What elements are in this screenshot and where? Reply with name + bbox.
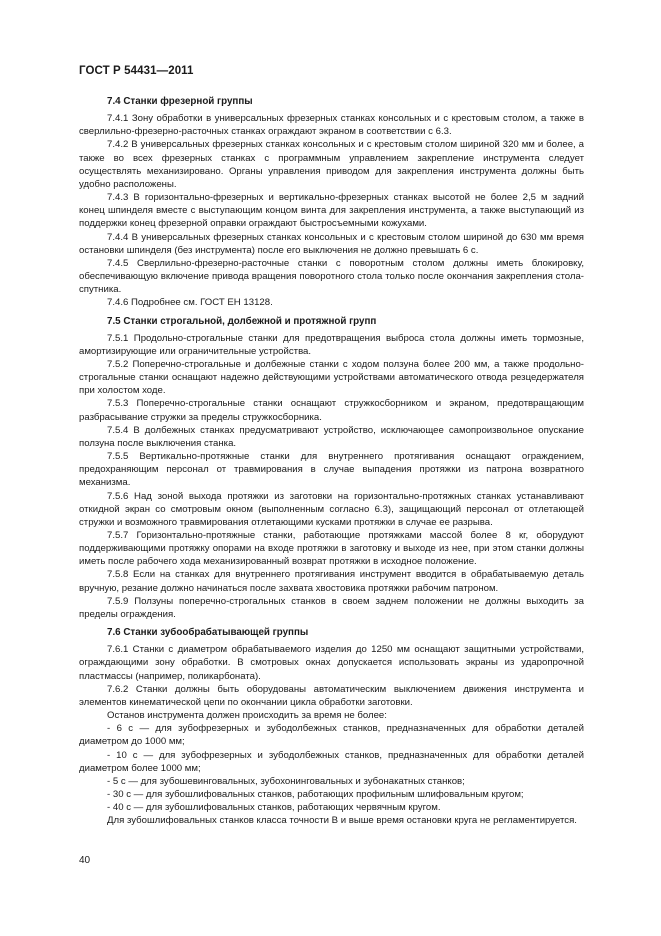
list-item: - 30 с — для зубошлифовальных станков, работающих профильным шлифовальным кругом; (107, 788, 524, 800)
list-item: - 5 с — для зубошевинговальных, зубохонинговальных и зубонакатных станков; (107, 775, 465, 787)
list-item: - 10 с — для зубофрезерных и зубодолбежных станков, предназначенных для обработки деталей диаметром более 1000 мм; (79, 749, 584, 774)
document-header: ГОСТ Р 54431—2011 (79, 65, 194, 77)
clause-7-5-9: 7.5.9 Ползуны поперечно-строгальных станков в своем заднем положении не должны выходить за пределы ограждения. (79, 595, 584, 620)
clause-7-4-5: 7.4.5 Сверлильно-фрезерно-расточные станки с поворотным столом должны иметь блокировку, обеспечивающую включение привода вращения поворотного стола только после окончания закрепления стола-спутника. (79, 257, 584, 296)
clause-7-5-3: 7.5.3 Поперечно-строгальные станки оснащают стружкосборником и экраном, предотвращающим разбрасывание стружки за пределы стружкосборника. (79, 398, 584, 423)
page-number: 40 (79, 855, 91, 866)
clause-7-4-4: 7.4.4 В универсальных фрезерных станках консольных и с крестовым столом шириной до 630 мм время остановки шпинделя (без инструмента) после его выключения не должно превышать 6 с. (79, 231, 584, 256)
section-heading-7-6: 7.6 Станки зубообрабатывающей группы (107, 627, 309, 639)
list-item: - 40 с — для зубошлифовальных станков, работающих червячным кругом. (107, 802, 441, 814)
closing-note: Для зубошлифовальных станков класса точности В и выше время остановки круга не регламентируется. (107, 815, 577, 827)
clause-7-6-1: 7.6.1 Станки с диаметром обрабатываемого изделия до 1250 мм оснащают защитными устройствами, ограждающими зону обработки. В смотровых окнах допускается использовать экраны из ударопрочной пластмассы (например, поликарбоната). (79, 644, 584, 682)
clause-7-4-1: 7.4.1 Зону обработки в универсальных фрезерных станках консольных и с крестовым столом, а также в сверлильно-фрезерно-расточных станках ограждают экраном в соответствии с 6.3. (79, 113, 584, 138)
clause-7-4-3: 7.4.3 В горизонтально-фрезерных и вертикально-фрезерных станках высотой не более 2,5 м задний конец шпинделя вместе с выступающим концом винта для закрепления инструмента, а также выступающий из поддержки конец фрезерной оправки ограждают быстросъемными кожухами. (79, 192, 584, 230)
clause-7-5-6: 7.5.6 Над зоной выхода протяжки из заготовки на горизонтально-протяжных станках устанавливают откидной экран со смотровым окном (выполненным согласно 6.3), защищающий персонал от отлетающей стружки и возможного травмирования отлетающими кусками протяжки в случае ее разрыва. (79, 490, 584, 528)
clause-7-5-1: 7.5.1 Продольно-строгальные станки для предотвращения выброса стола должны иметь тормозные, амортизирующие или ограничительные устройства. (79, 332, 584, 357)
section-heading-7-5: 7.5 Станки строгальной, долбежной и протяжной групп (107, 315, 377, 327)
clause-7-6-2: 7.6.2 Станки должны быть оборудованы автоматическим выключением движения инструмента и элементов кинематической цепи по окончании цикла обработки заготовки. (79, 683, 584, 708)
clause-7-5-7: 7.5.7 Горизонтально-протяжные станки, работающие протяжками массой более 8 кг, оборудуют поддерживающими протяжку опорами на входе протяжки в заготовку и выходе из нее, при этом станки должны иметь после рабочего хода механизированный возврат протяжки в исходное положение. (79, 530, 584, 568)
section-heading-7-4: 7.4 Станки фрезерной группы (107, 96, 253, 107)
clause-7-5-8: 7.5.8 Если на станках для внутреннего протягивания инструмент вводится в обрабатываемую деталь вручную, резание должно начинаться после захвата хвостовика протяжки рабочим патроном. (79, 569, 584, 594)
list-item: - 6 с — для зубофрезерных и зубодолбежных станков, предназначенных для обработки деталей диаметром до 1000 мм; (79, 723, 584, 748)
clause-7-5-5: 7.5.5 Вертикально-протяжные станки для внутреннего протягивания оснащают ограждением, предохраняющим персонал от травмирования в случае выпадения протяжки из патрона возвратного механизма. (79, 451, 584, 489)
clause-7-4-2: 7.4.2 В универсальных фрезерных станках консольных и с крестовым столом шириной 320 мм и более, а также во всех фрезерных станках с программным управлением закрепление инструмента следует осуществлять механизировано. Органы управления приводом для закрепления инструмента должны быть удобно расположены. (79, 139, 584, 190)
stop-time-intro: Останов инструмента должен происходить за время не более: (107, 710, 387, 722)
clause-7-5-4: 7.5.4 В долбежных станках предусматривают устройство, исключающее самопроизвольное опускание ползуна после выключения станка. (79, 424, 584, 449)
clause-7-4-6: 7.4.6 Подробнее см. ГОСТ ЕН 13128. (107, 297, 273, 309)
document-body (79, 94, 584, 827)
clause-7-5-2: 7.5.2 Поперечно-строгальные и долбежные станки с ходом ползуна более 200 мм, а также продольно-строгальные станки оснащают надежно действующими устройствами автоматического отвода резцедержателя при холостом ходе. (79, 358, 584, 397)
